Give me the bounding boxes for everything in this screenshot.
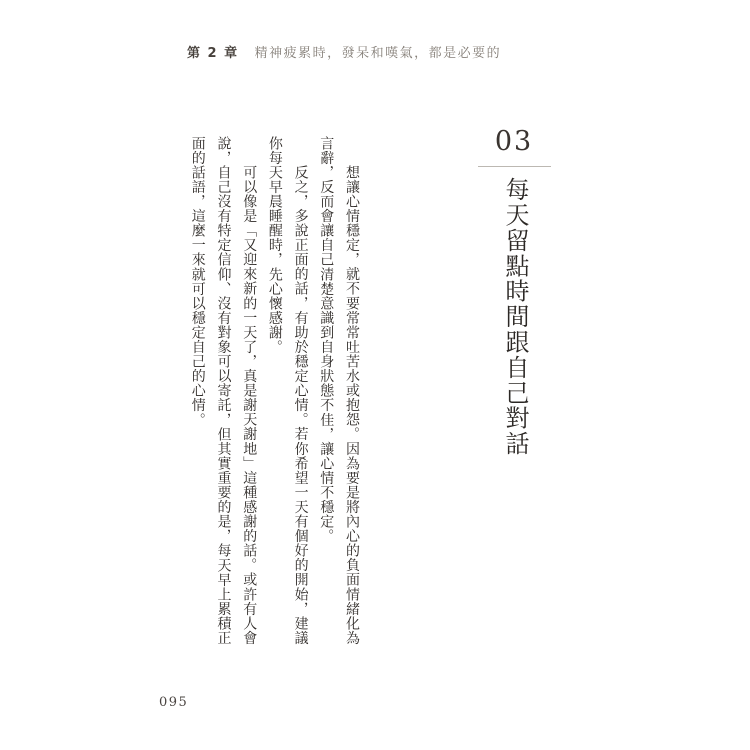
- body-paragraph: 反之，多說正面的話，有助於穩定心情。若你希望一天有個好的開始，建議你每天早晨睡醒時，先心懷感謝。: [266, 136, 309, 646]
- body-paragraph: 可以像是「又迎來新的一天了，真是謝天謝地」這種感謝的話。或許有人會說，自己沒有特定信仰、沒有對象可以寄託，但其實重要的是，每天早上累積正面的話語，這麼一來就可以穩定自己的心情。: [189, 136, 258, 646]
- section-title: 每天留點時間跟自己對話: [501, 177, 529, 457]
- section-number: 03: [494, 126, 534, 157]
- body-paragraph: 想讓心情穩定，就不要常常吐苦水或抱怨。因為要是將內心的負面情緒化為言辭，反而會讓自己清楚意識到自身狀態不佳，讓心情不穩定。: [318, 136, 360, 646]
- chapter-subtitle: 精神疲累時，發呆和嘆氣，都是必要的: [254, 46, 502, 61]
- page-number: 095: [159, 695, 189, 710]
- running-head: [187, 46, 501, 62]
- chapter-label: 第 2 章: [187, 46, 239, 61]
- section-divider-line: [478, 166, 551, 167]
- body-text: [183, 136, 364, 646]
